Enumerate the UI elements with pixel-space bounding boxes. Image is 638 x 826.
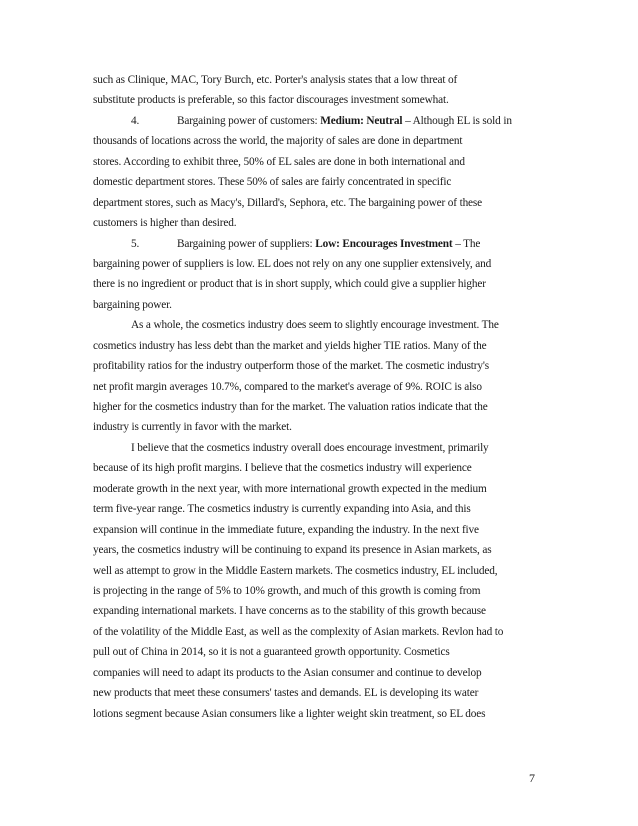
text-line: there is no ingredient or product that is in short supply, which could give a supplier higher <box>93 278 486 291</box>
rating-label: Medium: Neutral <box>320 114 403 127</box>
text-line: bargaining power of suppliers is low. EL does not rely on any one supplier extensively, and <box>93 257 492 270</box>
text-line: new products that meet these consumers' tastes and demands. EL is developing its water <box>93 687 479 700</box>
text-line: bargaining power. <box>93 298 172 311</box>
text-line: domestic department stores. These 50% of sales are fairly concentrated in specific <box>93 176 452 189</box>
text-line: industry is currently in favor with the market. <box>93 421 292 434</box>
page-body <box>93 70 543 724</box>
text-line: moderate growth in the next year, with more international growth expected in the medium <box>93 482 487 495</box>
paragraph-bargaining-suppliers <box>93 234 543 316</box>
text-line: department stores, such as Macy's, Dillard's, Sephora, etc. The bargaining power of these <box>93 196 483 209</box>
list-item-heading <box>93 234 543 254</box>
page-number: 7 <box>529 771 535 785</box>
text-line: such as Clinique, MAC, Tory Burch, etc. Porter's analysis states that a low threat of <box>93 74 458 86</box>
list-item-rest: – The <box>452 237 481 250</box>
list-item-lead: Bargaining power of customers: <box>177 114 321 127</box>
paragraph-industry-summary <box>93 315 543 438</box>
text-line: cosmetics industry has less debt than the market and yields higher TIE ratios. Many of the <box>93 339 487 352</box>
list-number: 4. <box>131 114 140 127</box>
list-number: 5. <box>131 237 140 250</box>
text-line: net profit margin averages 10.7%, compared to the market's average of 9%. ROIC is also <box>93 380 482 393</box>
list-item-lead: Bargaining power of suppliers: <box>177 237 316 250</box>
text-line: companies will need to adapt its products to the Asian consumer and continue to develop <box>93 666 482 679</box>
text-line: because of its high profit margins. I believe that the cosmetics industry will experience <box>93 462 472 475</box>
text-line: lotions segment because Asian consumers like a lighter weight skin treatment, so EL does <box>93 707 486 720</box>
text-line: expanding international markets. I have concerns as to the stability of this growth because <box>93 605 486 618</box>
paragraph-bargaining-customers <box>93 111 543 234</box>
text-line: I believe that the cosmetics industry overall does encourage investment, primarily <box>131 441 489 454</box>
paragraph-substitute-products <box>93 70 543 111</box>
list-item-heading <box>93 111 543 131</box>
text-line: years, the cosmetics industry will be continuing to expand its presence in Asian markets, as <box>93 544 492 557</box>
text-line: higher for the cosmetics industry than for the market. The valuation ratios indicate that the <box>93 401 488 413</box>
text-line: well as attempt to grow in the Middle Eastern markets. The cosmetics industry, EL included, <box>93 564 498 577</box>
list-item-rest: – Although EL is sold in <box>402 114 512 127</box>
text-line: of the volatility of the Middle East, as well as the complexity of Asian markets. Revlon had to <box>93 625 504 638</box>
text-line: term five-year range. The cosmetics industry is currently expanding into Asia, and this <box>93 503 471 516</box>
text-line: As a whole, the cosmetics industry does seem to slightly encourage investment. The <box>131 319 499 332</box>
text-line: substitute products is preferable, so this factor discourages investment somewhat. <box>93 94 449 107</box>
text-line: stores. According to exhibit three, 50% of EL sales are done in both international and <box>93 155 465 168</box>
rating-label: Low: Encourages Investment <box>315 237 453 250</box>
text-line: is projecting in the range of 5% to 10% growth, and much of this growth is coming from <box>93 584 481 597</box>
text-line: expansion will continue in the immediate future, expanding the industry. In the next five <box>93 523 479 536</box>
paragraph-author-outlook <box>93 438 543 724</box>
text-line: customers is higher than desired. <box>93 217 237 230</box>
text-line: thousands of locations across the world, the majority of sales are done in department <box>93 135 463 148</box>
text-line: pull out of China in 2014, so it is not a guaranteed growth opportunity. Cosmetics <box>93 646 450 659</box>
text-line: profitability ratios for the industry outperform those of the market. The cosmetic industry's <box>93 360 490 373</box>
